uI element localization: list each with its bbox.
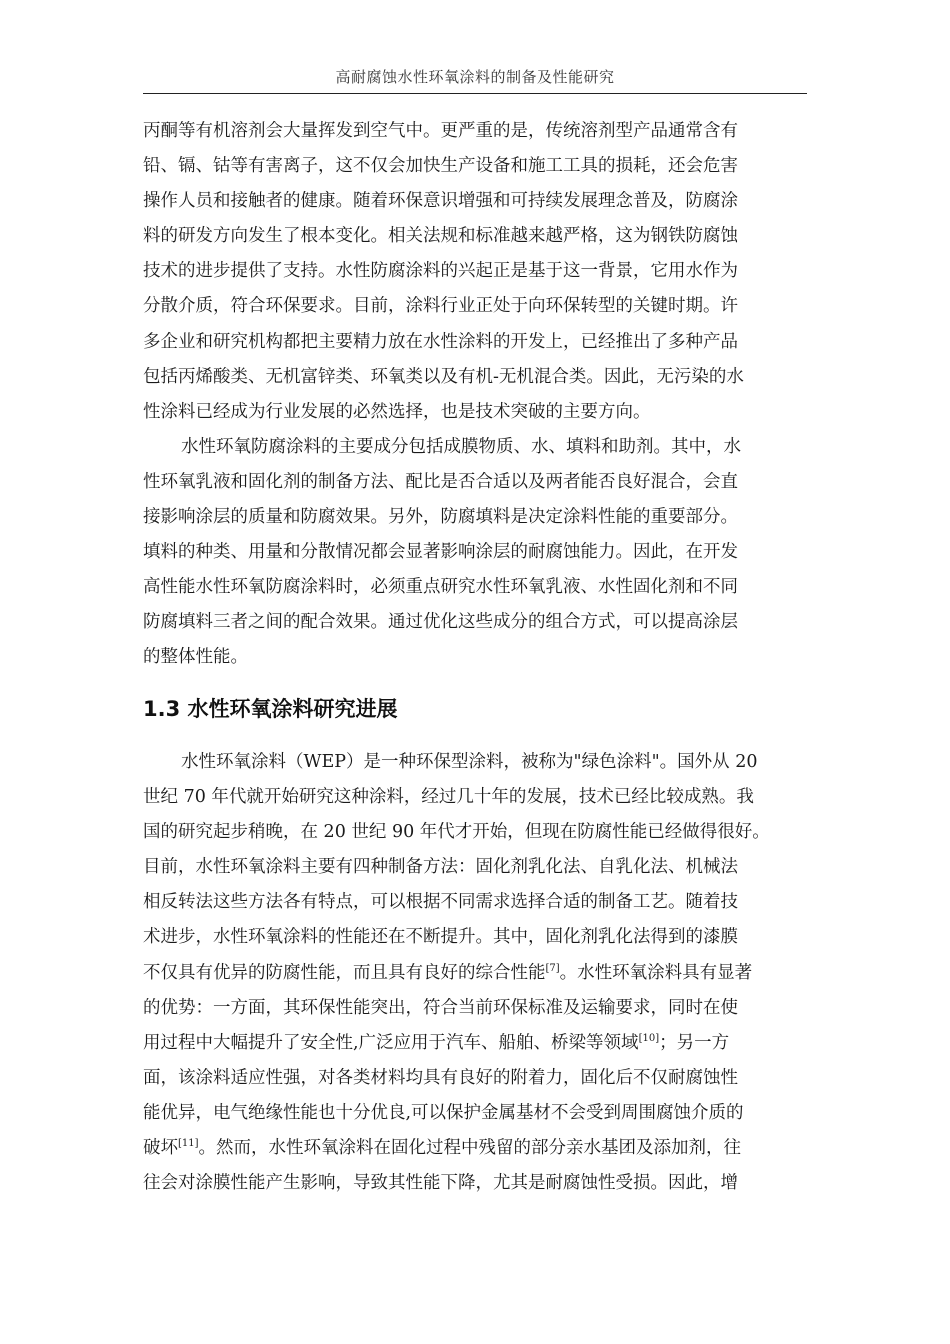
- text-line: [143, 1026, 811, 1061]
- text-line: 填料的种类、用量和分散情况都会显著影响涂层的耐腐蚀能力。因此，在开发: [143, 542, 738, 563]
- citation-ref[interactable]: [11]: [178, 1138, 199, 1150]
- text-line: 分散介质，符合环保要求。目前，涂料行业正处于向环保转型的关键时期。许: [143, 296, 738, 317]
- text-line: [143, 1131, 811, 1166]
- text-line: 水性环氧涂料（WEP）是一种环保型涂料，被称为"绿色涂料"。国外从 20: [181, 752, 758, 772]
- text-line: 世纪 70 年代就开始研究这种涂料，经过几十年的发展，技术已经比较成熟。我: [143, 787, 754, 808]
- text-line: 能优异，电气绝缘性能也十分优良,可以保护金属基材不会受到周围腐蚀介质的: [143, 1102, 744, 1123]
- text-span: 用过程中大幅提升了安全性,广泛应用于汽车、船舶、桥梁等领域: [143, 1032, 639, 1053]
- text-line: 国的研究起步稍晚，在 20 世纪 90 年代才开始，但现在防腐性能已经做得很好。: [143, 822, 770, 843]
- body-text-upper: [143, 114, 811, 676]
- text-line: 高性能水性环氧防腐涂料时，必须重点研究水性环氧乳液、水性固化剂和不同: [143, 577, 738, 598]
- text-line: 术进步，水性环氧涂料的性能还在不断提升。其中，固化剂乳化法得到的漆膜: [143, 927, 738, 948]
- header-rule: [143, 93, 807, 94]
- text-line: 往会对涂膜性能产生影响，导致其性能下降，尤其是耐腐蚀性受损。因此，增: [143, 1173, 738, 1194]
- text-span: 破坏: [143, 1138, 178, 1159]
- text-span: 。水性环氧涂料具有显著: [559, 962, 753, 983]
- running-header: 高耐腐蚀水性环氧涂料的制备及性能研究: [335, 68, 615, 86]
- text-span: 。然而，水性环氧涂料在固化过程中残留的部分亲水基团及添加剂，往: [198, 1138, 742, 1159]
- text-line: 目前，水性环氧涂料主要有四种制备方法：固化剂乳化法、自乳化法、机械法: [143, 857, 738, 878]
- text-line: 防腐填料三者之间的配合效果。通过优化这些成分的组合方式，可以提高涂层: [143, 612, 738, 633]
- text-line: 技术的进步提供了支持。水性防腐涂料的兴起正是基于这一背景，它用水作为: [143, 261, 738, 282]
- body-text-lower: [143, 745, 811, 1201]
- text-line: 水性环氧防腐涂料的主要成分包括成膜物质、水、填料和助剂。其中，水: [181, 436, 741, 457]
- text-line: 铅、镉、钴等有害离子，这不仅会加快生产设备和施工工具的损耗，还会危害: [143, 156, 738, 177]
- text-line: 的整体性能。: [143, 647, 248, 668]
- text-line: 性环氧乳液和固化剂的制备方法、配比是否合适以及两者能否良好混合，会直: [143, 471, 738, 492]
- citation-ref[interactable]: [7]: [545, 962, 560, 974]
- text-line: [143, 956, 811, 991]
- text-line: 包括丙烯酸类、无机富锌类、环氧类以及有机-无机混合类。因此，无污染的水: [143, 366, 744, 387]
- text-line: 料的研发方向发生了根本变化。相关法规和标准越来越严格，这为钢铁防腐蚀: [143, 226, 738, 247]
- text-line: 操作人员和接触者的健康。随着环保意识增强和可持续发展理念普及，防腐涂: [143, 191, 738, 212]
- text-line: 丙酮等有机溶剂会大量挥发到空气中。更严重的是，传统溶剂型产品通常含有: [143, 121, 738, 141]
- text-line: 的优势：一方面，其环保性能突出，符合当前环保标准及运输要求，同时在使: [143, 997, 738, 1018]
- text-span: ；另一方: [659, 1032, 730, 1053]
- text-line: 面，该涂料适应性强，对各类材料均具有良好的附着力，固化后不仅耐腐蚀性: [143, 1067, 738, 1088]
- text-line: 相反转法这些方法各有特点，可以根据不同需求选择合适的制备工艺。随着技: [143, 892, 738, 913]
- text-line: 性涂料已经成为行业发展的必然选择，也是技术突破的主要方向。: [143, 401, 651, 422]
- text-span: 不仅具有优异的防腐性能，而且具有良好的综合性能: [143, 962, 546, 983]
- text-line: 接影响涂层的质量和防腐效果。另外，防腐填料是决定涂料性能的重要部分。: [143, 507, 738, 528]
- section-heading: 1.3 水性环氧涂料研究进展: [143, 697, 398, 721]
- text-line: 多企业和研究机构都把主要精力放在水性涂料的开发上，已经推出了多种产品: [143, 331, 738, 352]
- citation-ref[interactable]: [10]: [638, 1032, 660, 1044]
